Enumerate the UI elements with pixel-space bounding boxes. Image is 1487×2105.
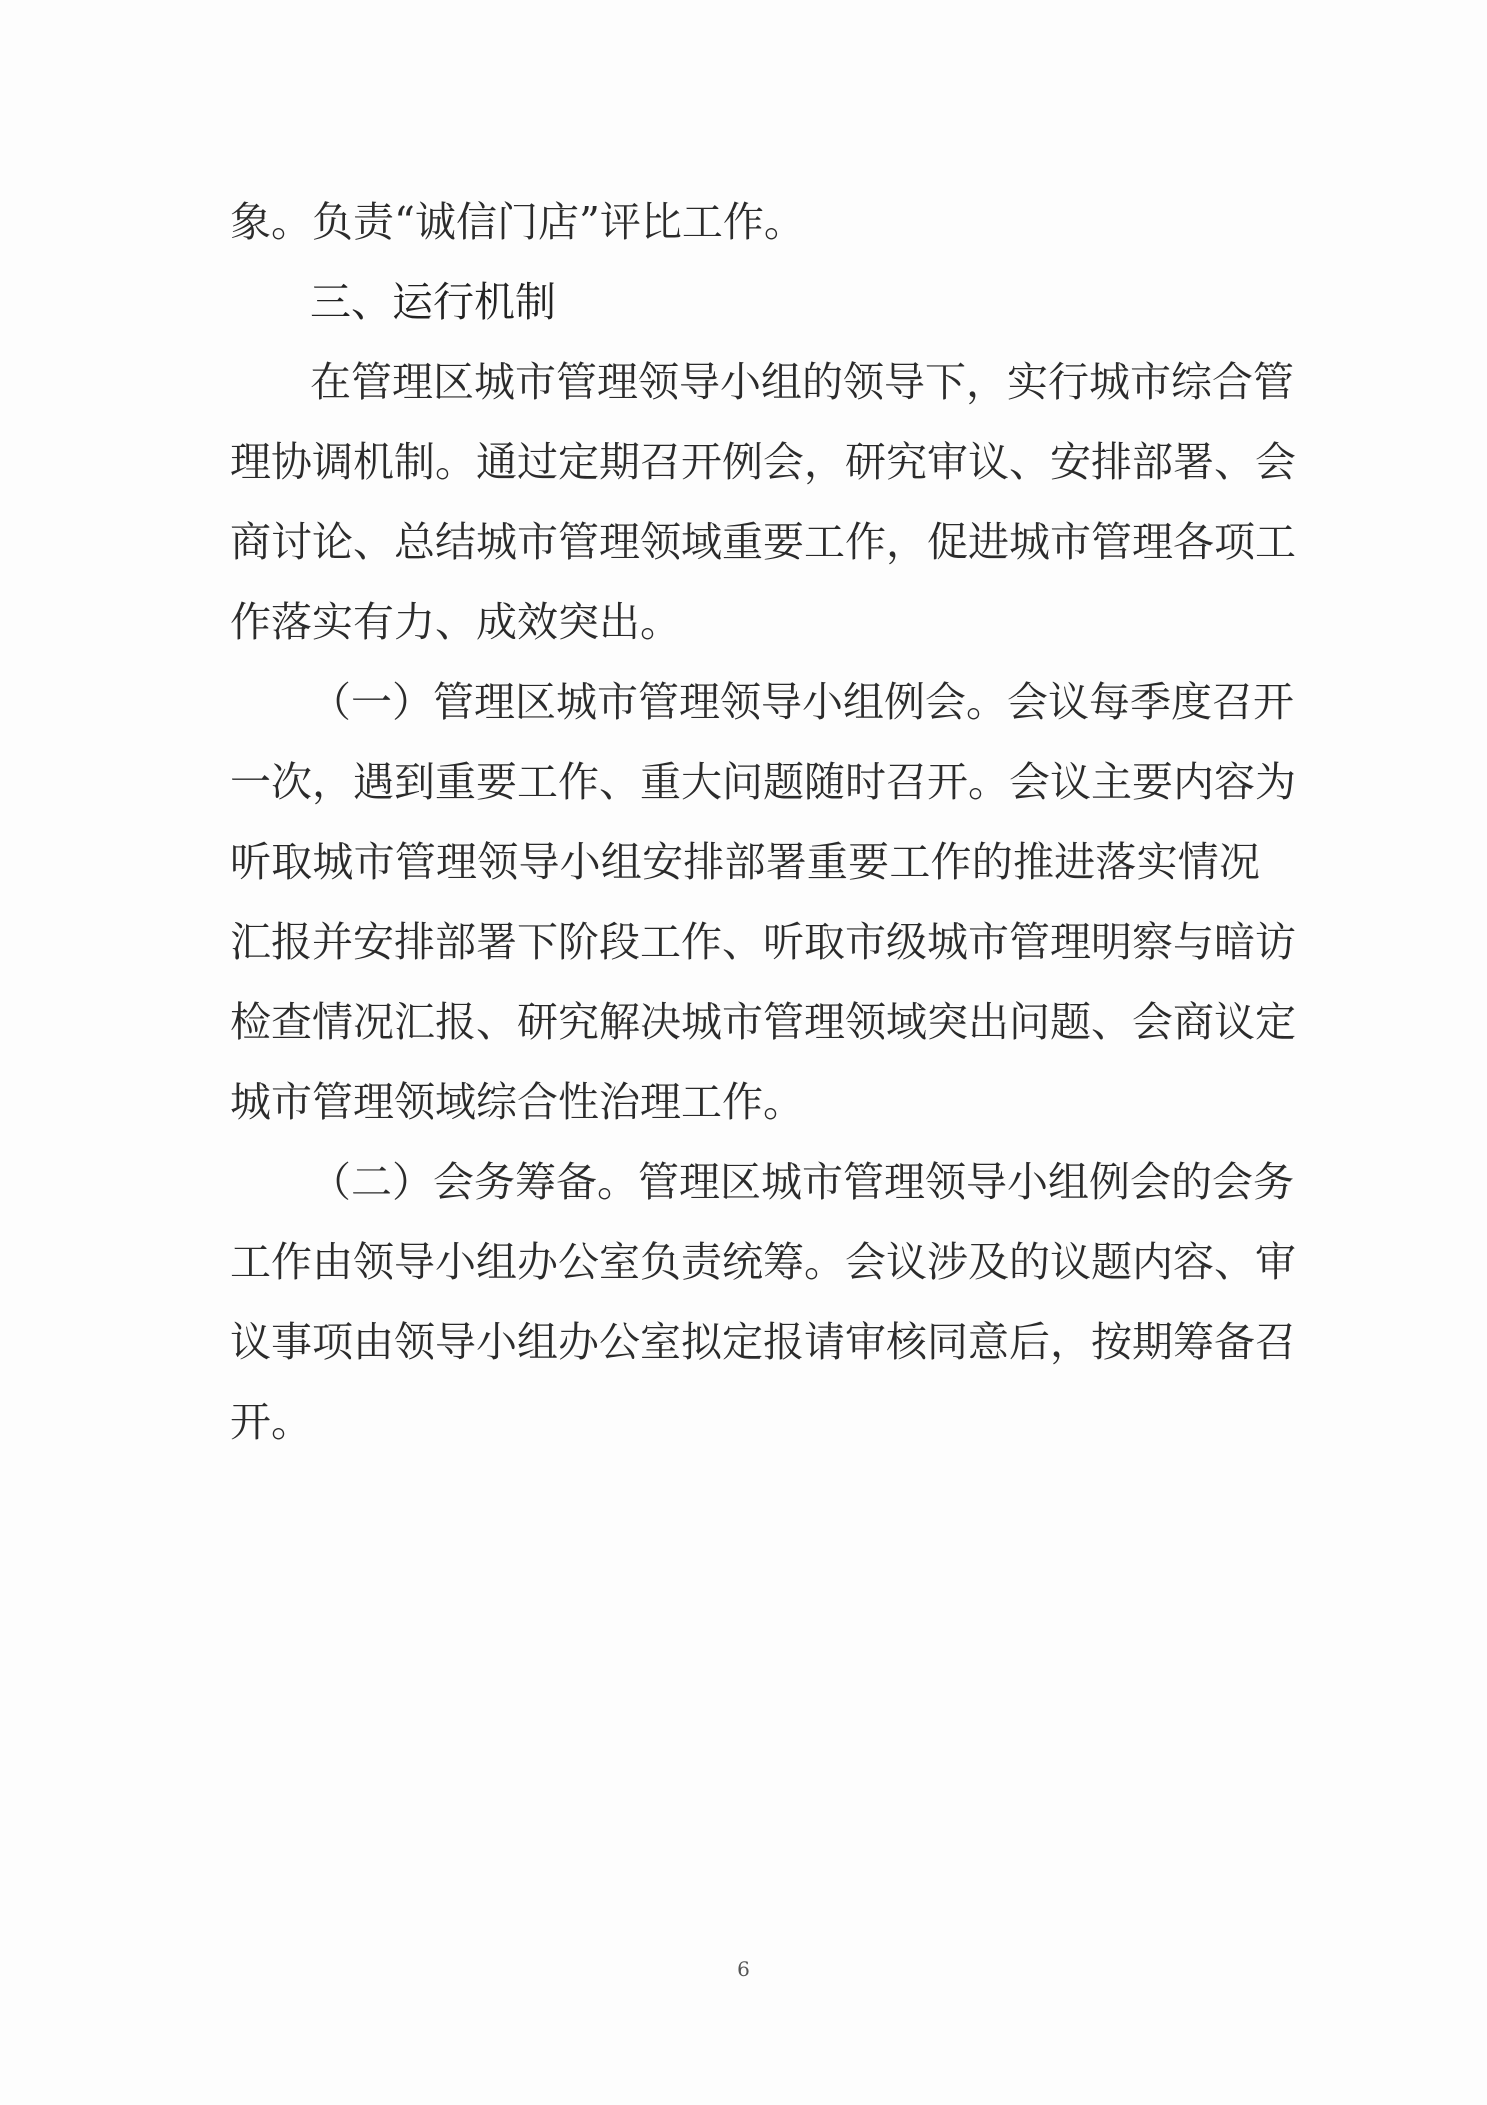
paragraph-line: 议事项由领导小组办公室拟定报请审核同意后，按期筹备召: [230, 1318, 1296, 1366]
paragraph-line: 在管理区城市管理领导小组的领导下，实行城市综合管: [310, 358, 1294, 406]
paragraph-line: 检查情况汇报、研究解决城市管理领域突出问题、会商议定: [230, 998, 1296, 1046]
paragraph-line: 象。负责“诚信门店”评比工作。: [230, 198, 805, 246]
paragraph-line: 商讨论、总结城市管理领域重要工作，促进城市管理各项工: [230, 518, 1296, 566]
paragraph-line: 开。: [230, 1398, 312, 1446]
paragraph-line: 一次，遇到重要工作、重大问题随时召开。会议主要内容为: [230, 758, 1296, 806]
paragraph-line: 汇报并安排部署下阶段工作、听取市级城市管理明察与暗访: [230, 918, 1296, 966]
paragraph-line: 听取城市管理领导小组安排部署重要工作的推进落实情况: [230, 838, 1260, 886]
paragraph-line: （二）会务筹备。管理区城市管理领导小组例会的会务: [310, 1158, 1294, 1206]
paragraph-line: 城市管理领域综合性治理工作。: [230, 1078, 804, 1126]
paragraph-line: 理协调机制。通过定期召开例会，研究审议、安排部署、会: [230, 438, 1296, 486]
page-number: 6: [737, 1957, 750, 1981]
section-heading: 三、运行机制: [310, 278, 556, 326]
paragraph-line: （一）管理区城市管理领导小组例会。会议每季度召开: [310, 678, 1294, 726]
paragraph-line: 作落实有力、成效突出。: [230, 598, 681, 646]
paragraph-line: 工作由领导小组办公室负责统筹。会议涉及的议题内容、审: [230, 1238, 1296, 1286]
